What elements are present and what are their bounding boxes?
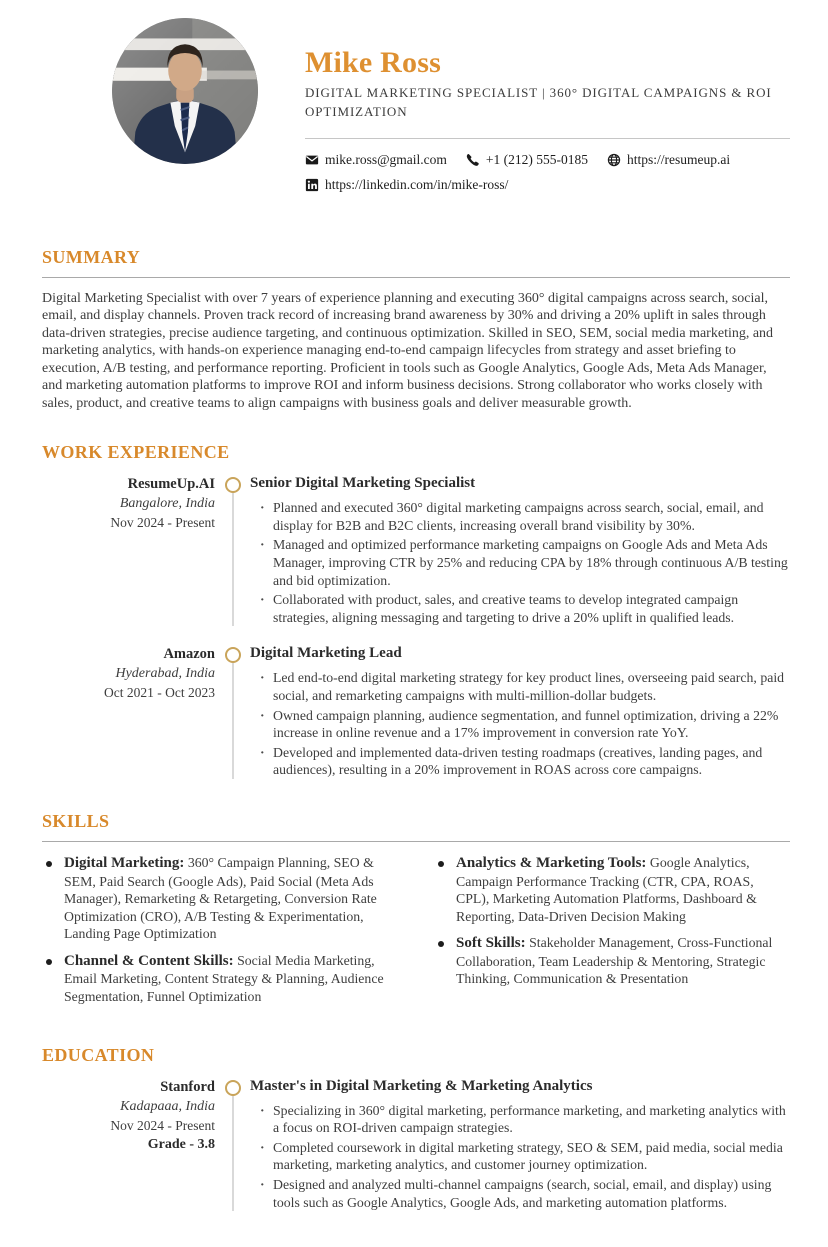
skill-category-text: 360° Campaign Planning, SEO & SEM, Paid Search (Google Ads), Paid Social (Meta Ads Manager), Remarketing & Retargeting, Conversion Rate Optimization (CRO), A/B Testing & Experimentation, Landing Page Optimization [64,854,377,942]
job-bullet: · Collaborated with product, sales, and creative teams to develop integrated campaign strategies, aligning messaging and targeting to drive a 20% uplift in qualified leads. [260,591,790,626]
envelope-icon [305,153,319,167]
contact-phone-value: +1 (212) 555-0185 [485,151,589,167]
experience-entry-content [250,474,790,628]
contact-linkedin-value: https://linkedin.com/in/mike-ross/ [325,176,509,192]
education-bullet: · Completed coursework in digital marketing strategy, SEO & SEM, paid media, social media marketing, marketing analytics, and customer journey optimization. [260,1139,790,1174]
contact-email-value: mike.ross@gmail.com [325,151,447,167]
timeline-marker [215,1077,250,1214]
job-bullet: · Owned campaign planning, audience segmentation, and funnel optimization, driving a 22% increase in online revenue and a 17% improvement in conversion rate YoY. [260,707,790,742]
job-bullet: · Developed and implemented data-driven testing roadmaps (creatives, landing pages, and audiences), resulting in a 20% improvement in ROAS across core campaigns. [260,744,790,779]
linkedin-icon [305,178,319,192]
company-location: Bangalore, India [119,496,215,512]
skill-category-text: Social Media Marketing, Email Marketing, Content Strategy & Planning, Audience Segmentation, Funnel Optimization [64,952,384,1005]
education-bullet: · Specializing in 360° digital marketing, performance marketing, and marketing analytics with a focus on ROI-driven campaign strategies. [260,1102,790,1137]
education-section [42,1045,790,1214]
skill-category-label: Digital Marketing: [64,854,185,871]
skills-column-left [42,854,398,1015]
summary-text: Digital Marketing Specialist with over 7 years of experience planning and executing 360° digital campaigns across search, social, email, and display channels. Proven track record of increasing brand awareness by 30% and driving a 20% uplift in sales through data-driven strategies, precise audience targeting, and continuous optimization. Skilled in SEO, SEM, social media marketing, and marketing analytics, with hands-on experience managing end-to-end campaign lifecycles from strategy and asset briefing to execution, A/B testing, and performance reporting. Proficient in tools such as Google Analytics, Google Ads, Meta Ads Manager, and marketing automation platforms to improve ROI and inform business decisions. Strong collaborator who works closely with sales, product, and creative teams to align campaigns with business goals and deliver measurable growth. [42,290,774,411]
contact-row-primary [305,152,790,168]
skills-grid [42,854,790,1015]
skill-category-text: Google Analytics, Campaign Performance Tracking (CTR, CPA, ROAS, CPL), Marketing Automation Platforms, Dashboard & Reporting, Data-Driven Decision Making [456,854,757,924]
skills-column-right [434,854,790,1015]
skills-divider [42,841,790,842]
skill-category-label: Soft Skills: [456,935,526,952]
timeline-marker [215,644,250,781]
globe-icon [607,153,621,167]
header-divider [305,138,790,139]
degree-title: Master's in Digital Marketing & Marketing Analytics [250,1077,593,1094]
job-bullet-list [250,499,790,626]
education-dates: Nov 2024 - Present [110,1117,215,1133]
experience-entry-meta [42,644,215,781]
education-entry-content [250,1077,790,1214]
contact-row-secondary [305,177,790,193]
summary-divider [42,277,790,278]
job-bullet: · Planned and executed 360° digital marketing campaigns across search, social, email, and display for B2B and B2C clients, increasing overall brand visibility by 30%. [260,499,790,534]
contact-email[interactable] [305,152,447,168]
profile-photo-illustration [112,18,258,164]
school-name: Stanford [160,1078,215,1095]
job-bullet: · Managed and optimized performance marketing campaigns on Google Ads and Meta Ads Manager, improving CTR by 25% and reducing CPA by 18% through continuous A/B testing and bid optimization. [260,536,790,589]
job-role: Senior Digital Marketing Specialist [250,475,476,492]
timeline-circle-icon [225,647,241,663]
company-name: ResumeUp.AI [127,476,215,493]
job-bullet: · Led end-to-end digital marketing strategy for key product lines, overseeing paid search, paid social, and remarketing campaigns with multi-million-dollar budgets. [260,669,790,704]
experience-entry [42,644,790,781]
skills-section [42,811,790,1015]
skills-heading: SKILLS [42,810,110,831]
experience-heading: WORK EXPERIENCE [42,442,230,463]
contact-website[interactable] [607,152,730,168]
timeline-marker [215,474,250,628]
header-text [305,18,790,193]
summary-section [42,247,790,413]
education-entry-meta [42,1077,215,1214]
skill-category-label: Channel & Content Skills: [64,952,234,969]
job-role: Digital Marketing Lead [250,645,402,662]
timeline-circle-icon [225,477,241,493]
contact-linkedin[interactable] [305,177,508,193]
contact-website-value: https://resumeup.ai [627,151,731,167]
employment-dates: Oct 2021 - Oct 2023 [104,685,215,701]
experience-entry-meta [42,474,215,628]
experience-entry-content [250,644,790,781]
profile-photo [112,18,258,164]
skill-category-text: Stakeholder Management, Cross-Functional Collaboration, Team Leadership & Mentoring, Strategic Thinking, Communication & Presentation [456,935,773,987]
education-bullet: · Designed and analyzed multi-channel campaigns (search, social, email, and display) using tools such as Google Analytics, Google Ads, and marketing automation platforms. [260,1176,790,1211]
education-bullet-list [250,1102,790,1212]
company-location: Hyderabad, India [115,666,215,682]
skill-item [434,934,790,988]
skill-category-label: Analytics & Marketing Tools: [456,854,647,871]
experience-entry [42,474,790,644]
summary-heading: SUMMARY [42,246,141,267]
skill-item [42,854,398,943]
resume-header [42,0,790,193]
education-grade: Grade - 3.8 [147,1136,215,1152]
contact-phone[interactable] [466,152,588,168]
school-location: Kadapaaa, India [120,1098,215,1114]
timeline-circle-icon [225,1080,241,1096]
education-heading: EDUCATION [42,1044,155,1065]
skill-item [434,854,790,925]
candidate-name: Mike Ross [305,46,441,79]
phone-icon [466,153,480,167]
job-bullet-list [250,669,790,779]
experience-section [42,442,790,781]
employment-dates: Nov 2024 - Present [110,515,215,531]
candidate-title: DIGITAL MARKETING SPECIALIST | 360° DIGITAL CAMPAIGNS & ROI OPTIMIZATION [305,85,772,119]
education-entry [42,1077,790,1214]
company-name: Amazon [163,646,215,663]
skill-item [42,952,398,1006]
